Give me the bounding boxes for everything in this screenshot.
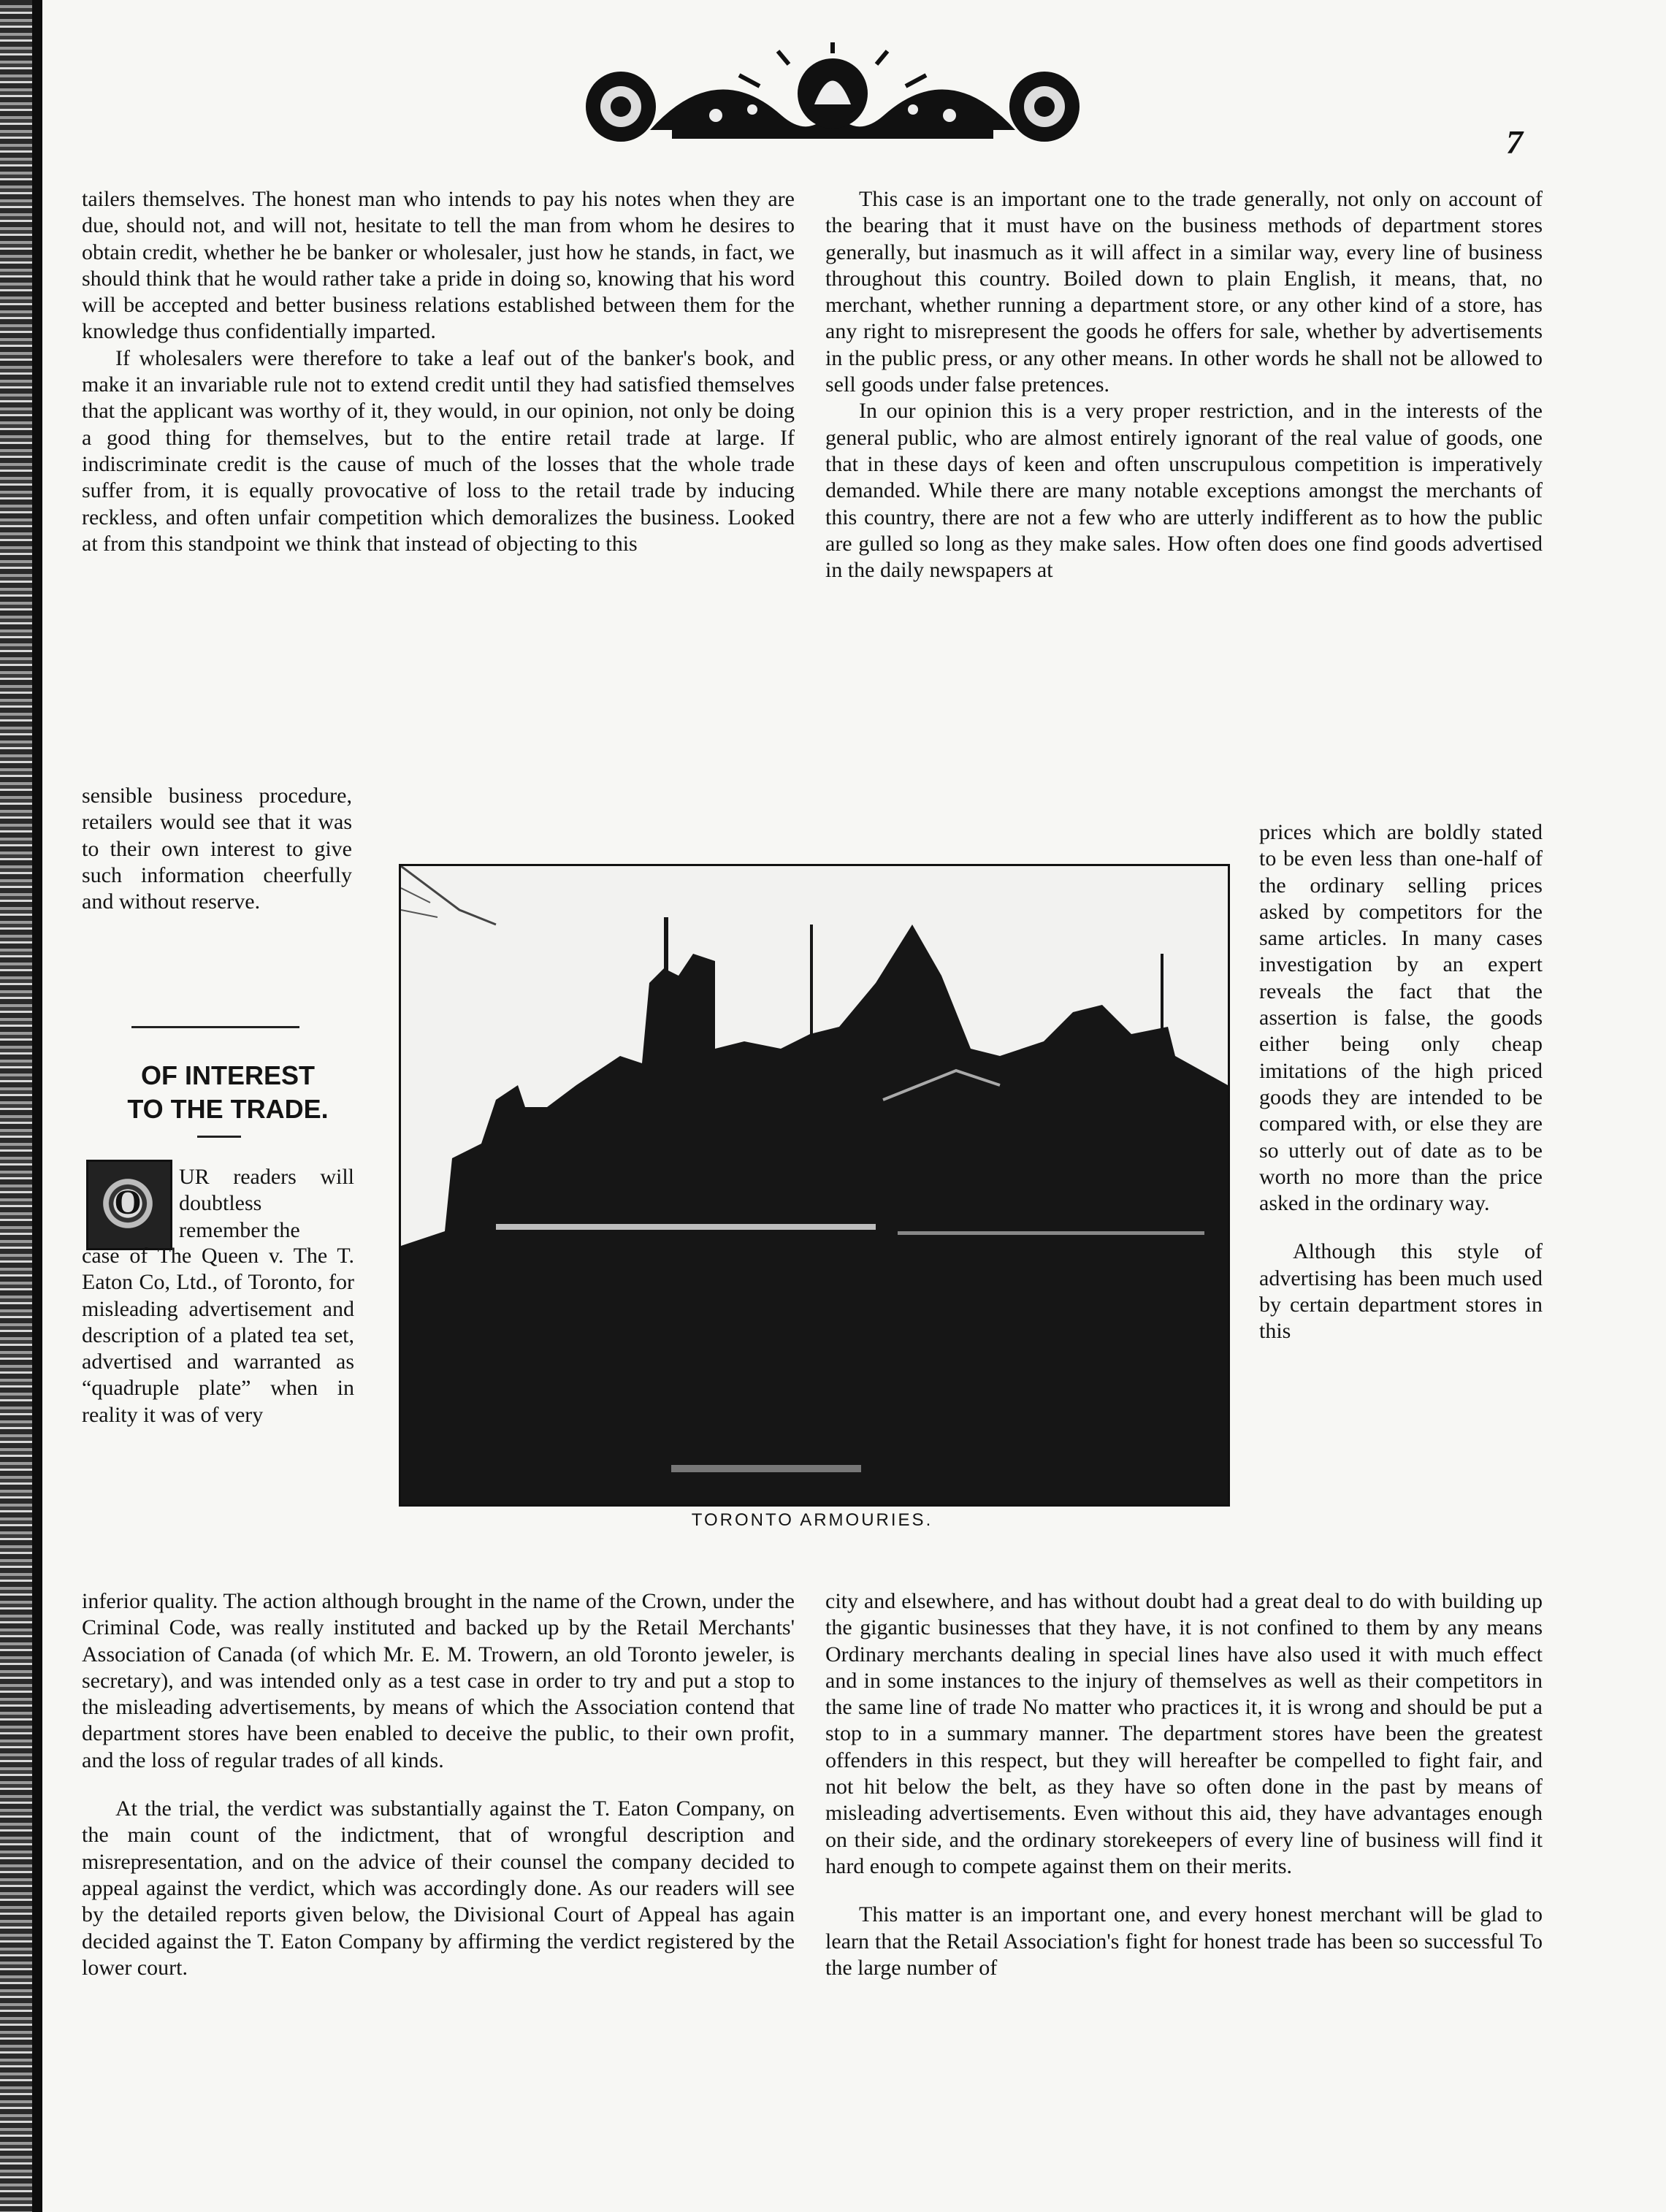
paragraph: In our opinion this is a very proper restriction, and in the interests of the general public, who are almost entirely ignorant of the real value of goods, one that in these days of keen and often unscrupulous competition is imperatively demanded. While there are many notable exceptions amongst the merchants of this country, there are not a few who are utterly indifferent as to how the public are gulled so long as they make sales. How often does one find goods advertised in the daily newspapers at: [825, 399, 1543, 583]
right-column-bottom: [825, 1566, 1543, 2003]
paragraph-continuation: city and elsewhere, and has without doubt had a great deal to do with building up the gigantic businesses that they have, it is not confined to them by any means Ordinary merchants dealing in special lines have also used it with much effect and in some instances to the injury of themselves as well as their competitors in the same line of trade No matter who practices it, it is wrong and should be put a stop to in a summary manner. The department stores have been the greatest offenders in this respect, but they will hereafter be compelled to fight fair, and not hit below the belt, as they have so often done in the past by means of misleading advertisements. Even without this aid, they have advantages enough on their side, and the ordinary storekeepers of every line of business will find it hard enough to compete against them on their merits.: [825, 1589, 1543, 1878]
paragraph: At the trial, the verdict was substantially against the T. Eaton Company, on the main count of the indictment, that of wrongful description and misrepresentation, and on the advice of their counsel the company decided to appeal against the verdict, which was accordingly done. As our readers will see by the detailed reports given below, the Divisional Court of Appeal has again decided against the T. Eaton Company by affirming the verdict registered by the lower court.: [82, 1796, 795, 1980]
decorative-page-border: [0, 0, 42, 2212]
figure-caption: TORONTO ARMOURIES.: [691, 1510, 933, 1530]
heading-line: TO THE TRADE.: [127, 1094, 329, 1124]
section-heading: [82, 1059, 374, 1126]
paragraph: tailers themselves. The honest man who intends to pay his notes when they are due, should not, and will not, hesitate to tell the man from whom he desires to obtain credit, whether he be banker or wholesaler, just how he stands, in fact, we should think that he would rather take a pride in doing so, knowing that his word will be accepted and better business relations established between them for the knowledge thus confidentially imparted.: [82, 187, 795, 344]
left-column-text: [82, 186, 795, 557]
divider: [131, 1026, 299, 1028]
right-narrow-text: [1259, 797, 1543, 1367]
paragraph: Although this style of advertising has been much used by certain department stores in this: [1259, 1239, 1543, 1344]
divider: [197, 1136, 241, 1138]
dropcap-letter: O: [114, 1183, 142, 1222]
toronto-armouries-photo: [399, 864, 1230, 1507]
story-opening: UR readers will doubtless remember the: [179, 1165, 354, 1242]
right-column-text: [825, 186, 1543, 583]
ornamental-header-icon: [570, 42, 1096, 152]
paragraph: This matter is an important one, and every honest merchant will be glad to learn that the Retail Association's fight for honest trade has been so successful To the large number of: [825, 1902, 1543, 1980]
page-number: 7: [1506, 123, 1523, 161]
ornamental-dropcap: [86, 1160, 172, 1250]
paragraph: If wholesalers were therefore to take a leaf out of the banker's book, and make it an invariable rule not to extend credit until they had satisfied themselves that the applicant was worthy of it, they would, in our opinion, not only be doing a good thing for themselves, but to the entire retail trade at large. If indiscriminate credit is the cause of much of the losses that the whole trade suffer from, it is equally provocative of loss to the retail trade by inducing reckless, and often unfair competition which demoralizes the business. Looked at from this standpoint we think that instead of objecting to this: [82, 345, 795, 556]
paragraph-continuation: sensible business procedure, retailers would see that it was to their own interest to give such information cheerfully and without reserve.: [82, 784, 352, 914]
paragraph: This case is an important one to the trade generally, not only on account of the bearing that it must have on the business methods of department stores generally, but inasmuch as it will affect in a similar way, every line of business throughout this country. Boiled down to plain English, it means, that, no merchant, whether running a department store, or any other kind of a store, has any right to misrepresent the goods he offers for sale, whether by advertisements in the public press, or any other means. In other words he shall not be allowed to sell goods under false pretences.: [825, 187, 1543, 397]
paragraph-continuation: prices which are boldly stated to be even less than one-half of the ordinary selling prices asked by competitors for the same articles. In many cases investigation by an expert reveals the fact that the assertion is false, the goods either being only cheap imitations of the high priced goods they are intended to be compared with, or else they are so utterly out of date as to be worth no more than the price asked in the ordinary way.: [1259, 820, 1543, 1216]
paragraph-continuation: inferior quality. The action although brought in the name of the Crown, under the Criminal Code, was really instituted and backed up by the Retail Merchants' Association of Canada (of which Mr. E. M. Trowern, an old Toronto jeweler, is secretary), and was intended only as a test case in order to try and put a stop to the misleading advertisements, by means of which the Association contend that department stores have been enabled to deceive the public, to their own profit, and the loss of regular trades of all kinds.: [82, 1589, 795, 1772]
heading-line: OF INTEREST: [140, 1060, 315, 1090]
story-text: case of The Queen v. The T. Eaton Co, Ltd., of Toronto, for misleading advertisement and description of a plated tea set, advertised and warranted as “quadruple plate” when in reality it was of very: [82, 1244, 354, 1427]
armouries-illustration-icon: [401, 866, 1228, 1504]
left-column-bottom: [82, 1566, 795, 2003]
